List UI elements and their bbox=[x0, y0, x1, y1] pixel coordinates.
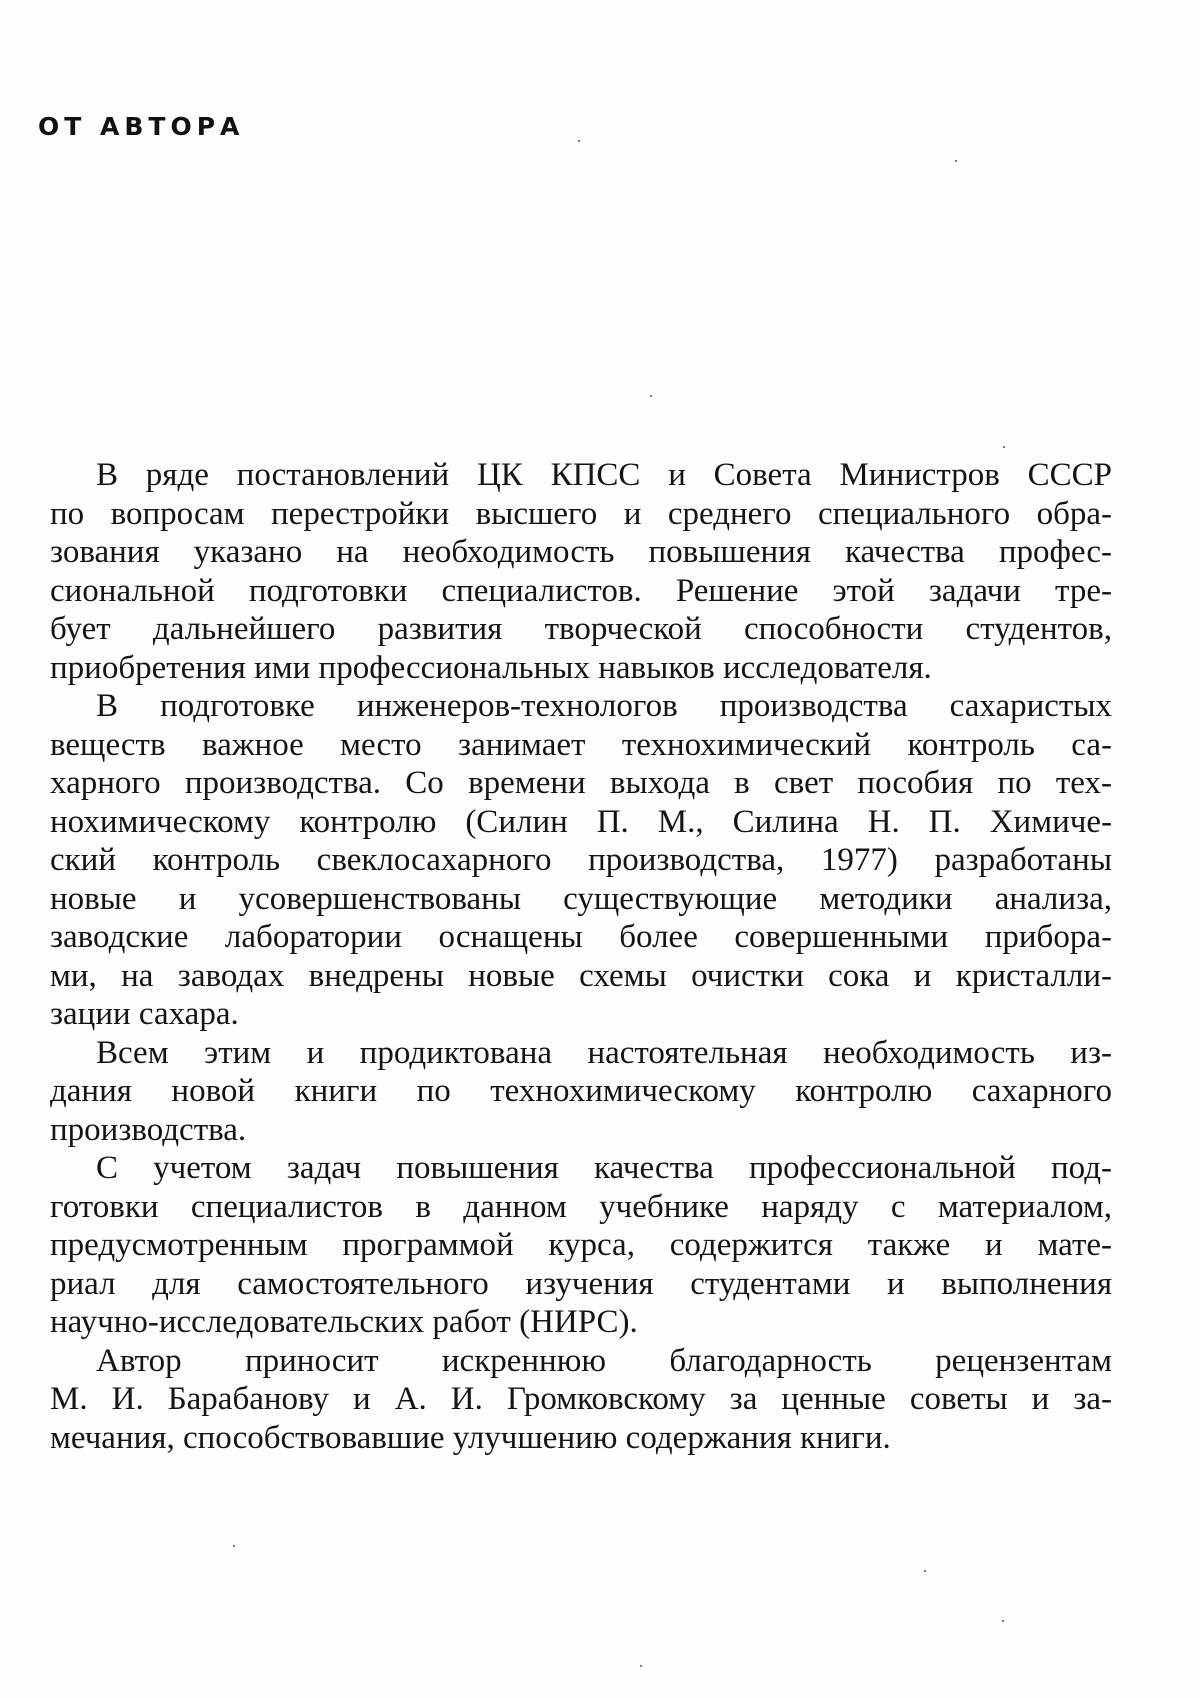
text-line: риал для самостоятельного изучения студентами и выполнения bbox=[50, 1265, 1112, 1302]
text-line: мечания, способствовавшие улучшению содержания книги. bbox=[50, 1419, 891, 1456]
text-line: бует дальнейшего развития творческой способности студентов, bbox=[50, 611, 1112, 647]
scan-speck bbox=[233, 1545, 235, 1547]
text-line: В ряде постановлений ЦК КПСС и Совета Министров СССР bbox=[96, 457, 1112, 493]
text-line: ский контроль свеклосахарного производства, 1977) разработаны bbox=[50, 842, 1112, 878]
text-line: ми, на заводах внедрены новые схемы очистки сока и кристалли- bbox=[50, 957, 1112, 994]
text-line: сиональной подготовки специалистов. Решение этой задачи тре- bbox=[50, 572, 1112, 609]
paragraph-2 bbox=[50, 687, 1112, 1034]
text-line: приобретения ими профессиональных навыков исследователя. bbox=[50, 649, 932, 686]
text-line: новые и усовершенствованы существующие методики анализа, bbox=[50, 880, 1112, 917]
page-heading: ОТ АВТОРА bbox=[38, 112, 245, 141]
text-line: научно-исследовательских работ (НИРС). bbox=[50, 1304, 638, 1340]
paragraph-1 bbox=[50, 456, 1112, 687]
text-line: зации сахара. bbox=[50, 996, 239, 1032]
paragraph-4 bbox=[50, 1149, 1112, 1342]
text-line: зования указано на необходимость повышения качества профес- bbox=[50, 534, 1112, 570]
text-line: М. И. Барабанову и А. И. Громковскому за ценные советы и за- bbox=[50, 1381, 1112, 1417]
text-line: веществ важное место занимает технохимический контроль са- bbox=[50, 726, 1112, 763]
text-line: предусмотренным программой курса, содержится также и мате- bbox=[50, 1227, 1112, 1263]
scan-speck bbox=[924, 1570, 926, 1572]
text-line: дания новой книги по технохимическому контролю сахарного bbox=[50, 1073, 1112, 1109]
text-line: В подготовке инженеров-технологов производства сахаристых bbox=[96, 688, 1112, 724]
text-line: производства. bbox=[50, 1111, 247, 1148]
text-line: готовки специалистов в данном учебнике наряду с материалом, bbox=[50, 1188, 1112, 1225]
text-line: заводские лаборатории оснащены более совершенными прибора- bbox=[50, 919, 1112, 955]
scan-speck bbox=[578, 140, 580, 142]
text-line: С учетом задач повышения качества профессиональной под- bbox=[96, 1150, 1112, 1186]
scan-speck bbox=[650, 395, 652, 397]
text-line: по вопросам перестройки высшего и среднего специального обра- bbox=[50, 495, 1112, 532]
text-line: нохимическому контролю (Силин П. М., Силина Н. П. Химиче- bbox=[50, 803, 1112, 840]
text-line: харного производства. Со времени выхода в свет пособия по тех- bbox=[50, 765, 1112, 801]
paragraph-3 bbox=[50, 1034, 1112, 1150]
body-text bbox=[50, 456, 1112, 1457]
paragraph-5 bbox=[50, 1342, 1112, 1458]
scan-speck bbox=[640, 1665, 642, 1667]
scan-speck bbox=[955, 160, 957, 162]
scan-speck bbox=[1002, 1620, 1004, 1622]
text-line: Всем этим и продиктована настоятельная необходимость из- bbox=[96, 1034, 1112, 1071]
scan-speck bbox=[1003, 446, 1005, 448]
text-line: Автор приносит искреннюю благодарность рецензентам bbox=[96, 1342, 1112, 1379]
